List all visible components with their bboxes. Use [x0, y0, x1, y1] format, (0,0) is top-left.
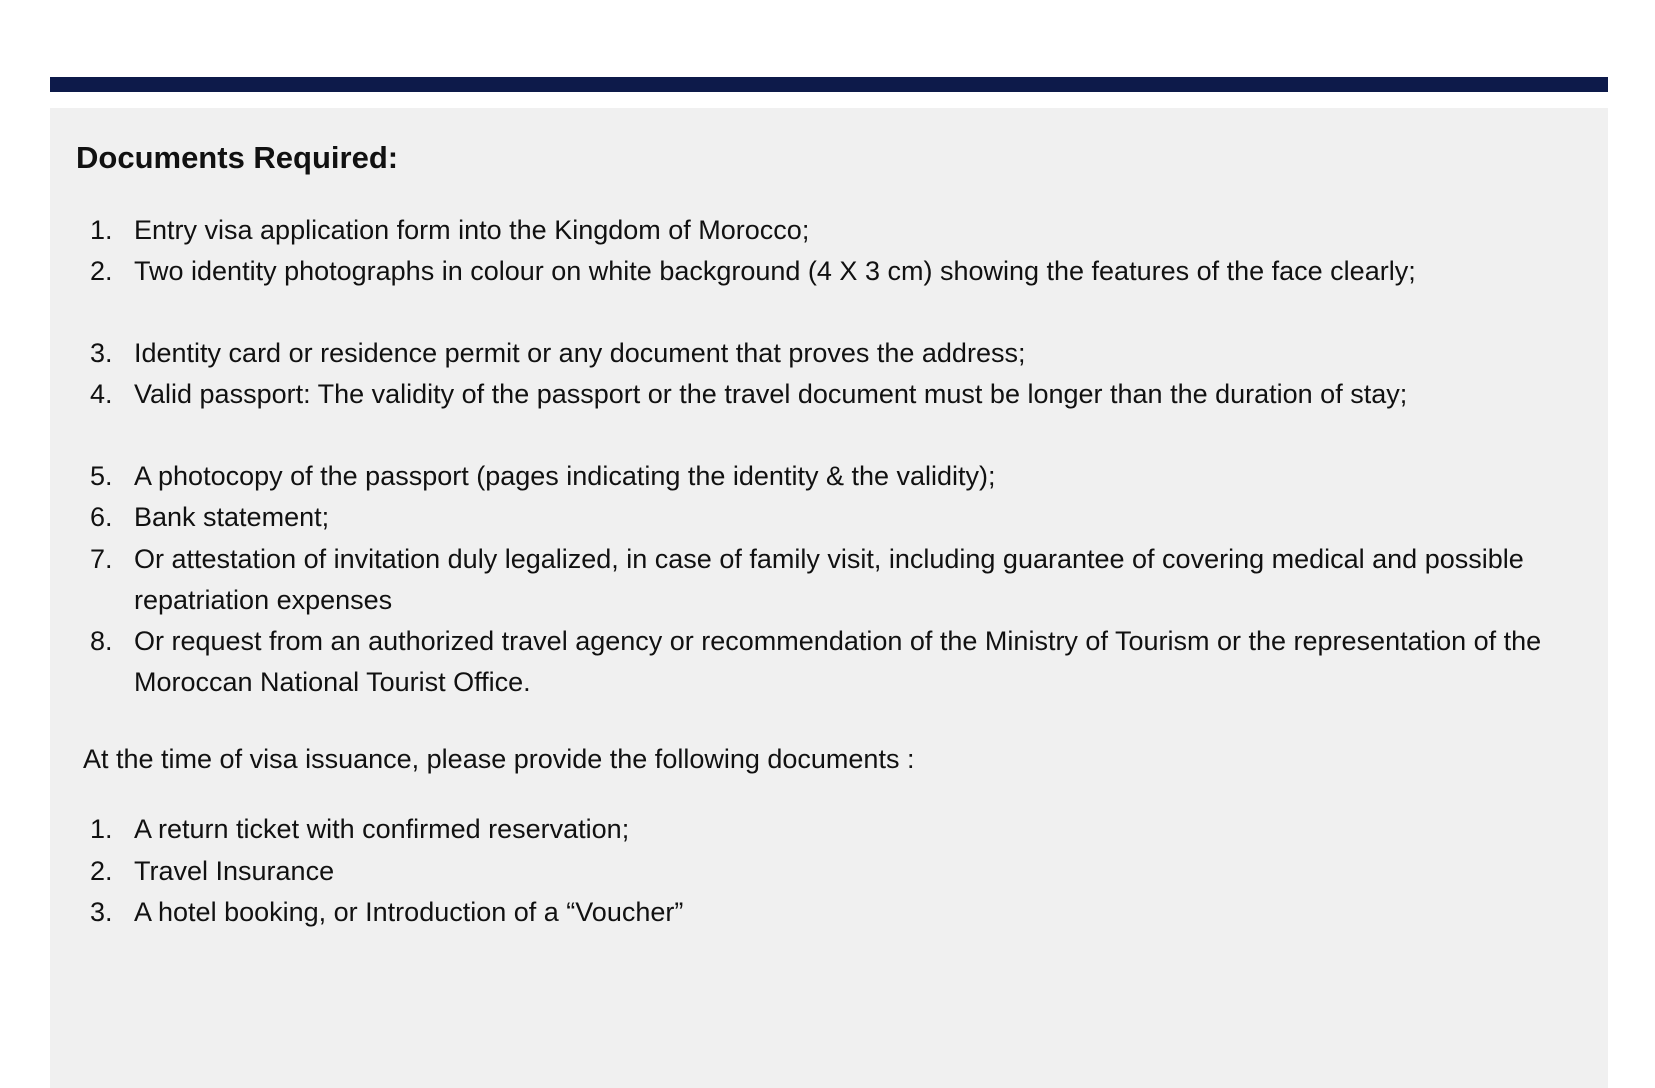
list-item-text: Travel Insurance: [134, 856, 335, 886]
list-item-number: 3.: [90, 338, 113, 368]
section-title: Documents Required:: [76, 140, 399, 175]
list-item-number: 2.: [90, 856, 113, 886]
list-item-number: 4.: [90, 379, 113, 409]
list-item-text: A photocopy of the passport (pages indicating the identity & the validity);: [134, 461, 996, 491]
list-item-text: A hotel booking, or Introduction of a “Voucher”: [134, 897, 684, 927]
list-item-text: Two identity photographs in colour on white background (4 X 3 cm) showing the features of the face clearly;: [134, 256, 1416, 286]
list-item-number: 3.: [90, 897, 113, 927]
list-item-text: Identity card or residence permit or any document that proves the address;: [134, 338, 1026, 368]
list-item-number: 1.: [90, 814, 113, 844]
list-item-text: Entry visa application form into the Kingdom of Morocco;: [134, 215, 810, 245]
list-item-number: 2.: [90, 256, 113, 286]
list-item-text: Valid passport: The validity of the passport or the travel document must be longer than the duration of stay;: [134, 379, 1408, 409]
list-item-text: A return ticket with confirmed reservation;: [134, 814, 630, 844]
list-item-number: 8.: [90, 626, 113, 656]
list-item-text: Or request from an authorized travel agency or recommendation of the Ministry of Tourism or the representation of the Moroccan National Tourist Office.: [134, 626, 1542, 697]
list-item-text: Bank statement;: [134, 502, 330, 532]
list-item-text: Or attestation of invitation duly legalized, in case of family visit, including guarantee of covering medical and possible repatriation expenses: [134, 544, 1524, 615]
list-item-number: 5.: [90, 461, 113, 491]
list-item-number: 7.: [90, 544, 113, 574]
issuance-intro-text: At the time of visa issuance, please provide the following documents :: [83, 744, 915, 774]
list-item-number: 6.: [90, 502, 113, 532]
top-divider-bar: [50, 77, 1608, 92]
list-item-number: 1.: [90, 215, 113, 245]
